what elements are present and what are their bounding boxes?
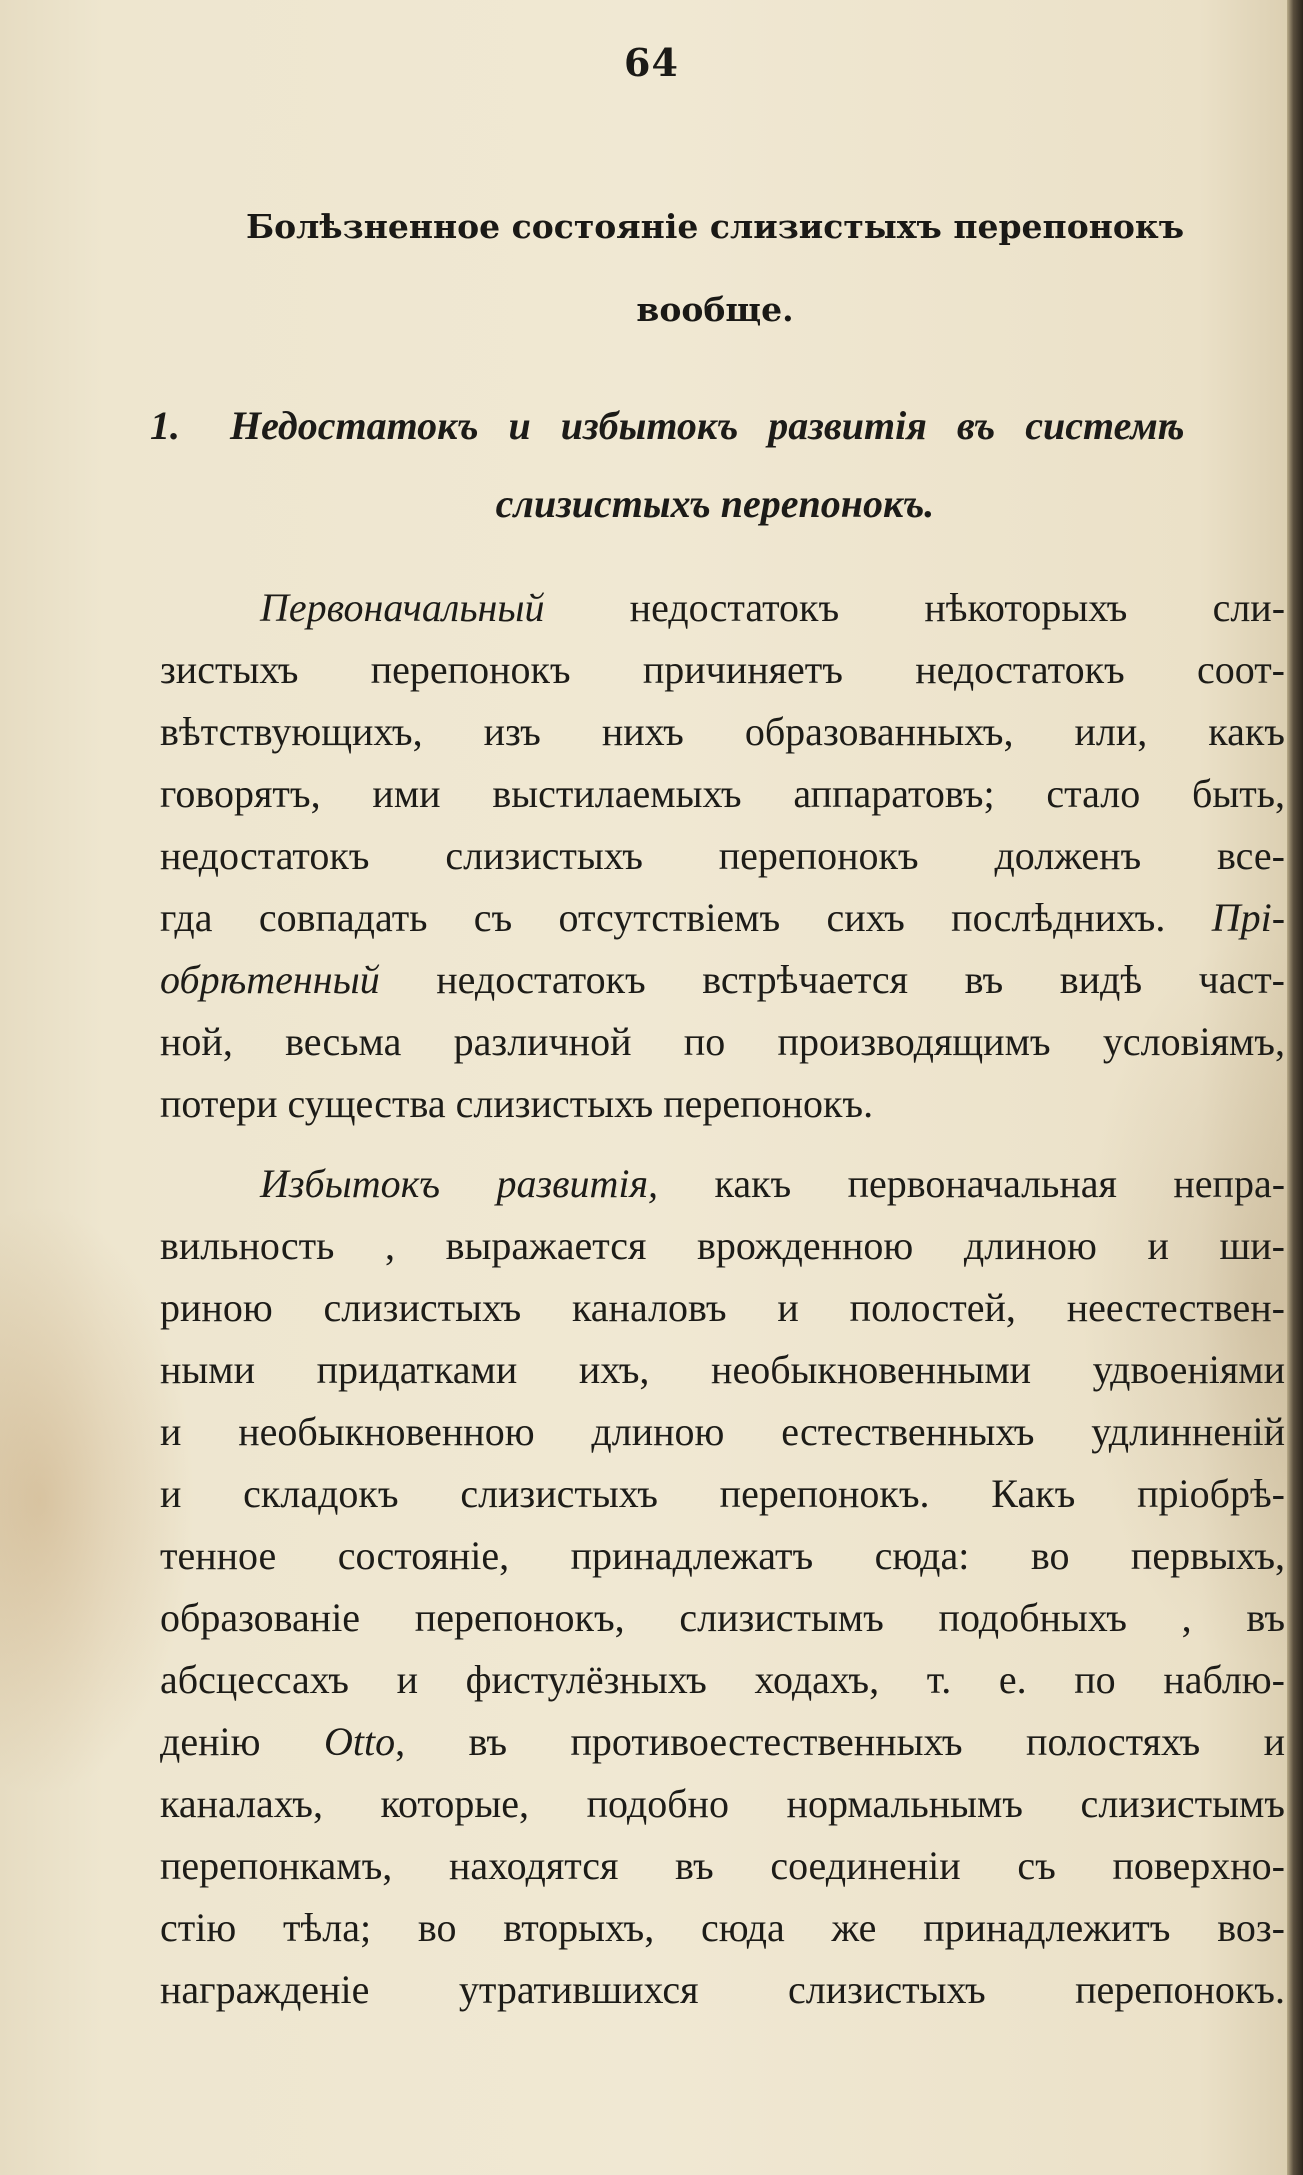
subsection-word: Недостатокъ bbox=[230, 403, 479, 448]
paragraph-2-line: абсцессахъ и фистулёзныхъ ходахъ, т. е. по наблю- bbox=[160, 1657, 1285, 1702]
italic-term: Первоначальный bbox=[260, 585, 545, 630]
paragraph-1-line-1 bbox=[260, 584, 1285, 632]
paragraph-2-line: тенное состояніе, принадлежатъ сюда: во первыхъ, bbox=[160, 1533, 1285, 1578]
paragraph-1-line: вѣтствующихъ, изъ нихъ образованныхъ, или, какъ bbox=[160, 709, 1285, 754]
text-run: денію bbox=[160, 1719, 261, 1764]
paragraph-1-line: потери существа слизистыхъ перепонокъ. bbox=[160, 1081, 874, 1126]
paragraph-2-line: стію тѣла; во вторыхъ, сюда же принадлежитъ воз- bbox=[160, 1905, 1285, 1950]
text-run: гда совпадать съ отсутствіемъ сихъ послѣднихъ. bbox=[160, 895, 1166, 940]
subsection-heading-line-2: слизистыхъ перепонокъ. bbox=[495, 481, 935, 526]
paragraph-1-line bbox=[160, 894, 1285, 942]
subsection-word: системѣ bbox=[1025, 403, 1185, 448]
text-run: недостатокъ встрѣчается въ видѣ част- bbox=[436, 957, 1286, 1002]
page-number: 64 bbox=[624, 40, 679, 85]
paragraph-2-line: вильность , выражается врожденною длиною и ши- bbox=[160, 1223, 1285, 1268]
paragraph-2-line: каналахъ, которые, подобно нормальнымъ слизистымъ bbox=[160, 1781, 1285, 1826]
subsection-word: развитія bbox=[768, 403, 927, 448]
paragraph-1-line: недостатокъ слизистыхъ перепонокъ долженъ все- bbox=[160, 833, 1285, 878]
italic-term: Избытокъ развитія, bbox=[260, 1161, 659, 1206]
paragraph-2-line: и необыкновенною длиною естественныхъ удлинненій bbox=[160, 1409, 1285, 1454]
paragraph-1-line: зистыхъ перепонокъ причиняетъ недостатокъ соот- bbox=[160, 647, 1285, 692]
paragraph-2-line: образованіе перепонокъ, слизистымъ подобныхъ , въ bbox=[160, 1595, 1285, 1640]
italic-term: Прі- bbox=[1211, 895, 1286, 940]
paragraph-1-line: ной, весьма различной по производящимъ условіямъ, bbox=[160, 1019, 1285, 1064]
paragraph-2-line-1 bbox=[260, 1160, 1285, 1208]
binding-gutter bbox=[1287, 0, 1303, 2175]
section-heading-line-2: вообще. bbox=[636, 290, 794, 329]
paragraph-2-line bbox=[160, 1718, 1285, 1766]
paragraph-1-line bbox=[160, 956, 1285, 1004]
author-name: Otto bbox=[323, 1719, 396, 1764]
paragraph-1-line: говорятъ, ими выстилаемыхъ аппаратовъ; стало быть, bbox=[160, 771, 1285, 816]
paragraph-2-line: риною слизистыхъ каналовъ и полостей, неестествен- bbox=[160, 1285, 1285, 1330]
subsection-number: 1. bbox=[150, 403, 180, 448]
subsection-word: избытокъ bbox=[560, 403, 739, 448]
text-run: , въ противоестественныхъ полостяхъ и bbox=[395, 1719, 1285, 1764]
paragraph-2-line: награжденіе утратившихся слизистыхъ перепонокъ. bbox=[160, 1967, 1285, 2012]
subsection-word: въ bbox=[956, 403, 996, 448]
paragraph-2-line: перепонкамъ, находятся въ соединеніи съ поверхно- bbox=[160, 1843, 1285, 1888]
text-run: недостатокъ нѣкоторыхъ сли- bbox=[629, 585, 1286, 630]
italic-term: обрѣтенный bbox=[160, 957, 380, 1002]
subsection-word: и bbox=[508, 403, 531, 448]
subsection-heading-line-1 bbox=[150, 402, 1280, 449]
text-run: какъ первоначальная непра- bbox=[714, 1161, 1286, 1206]
paragraph-2-line: ными придатками ихъ, необыкновенными удвоеніями bbox=[160, 1347, 1285, 1392]
paragraph-2-line: и складокъ слизистыхъ перепонокъ. Какъ пріобрѣ- bbox=[160, 1471, 1285, 1516]
section-heading-line-1: Болѣзненное состояніе слизистыхъ перепонокъ bbox=[245, 207, 1185, 246]
